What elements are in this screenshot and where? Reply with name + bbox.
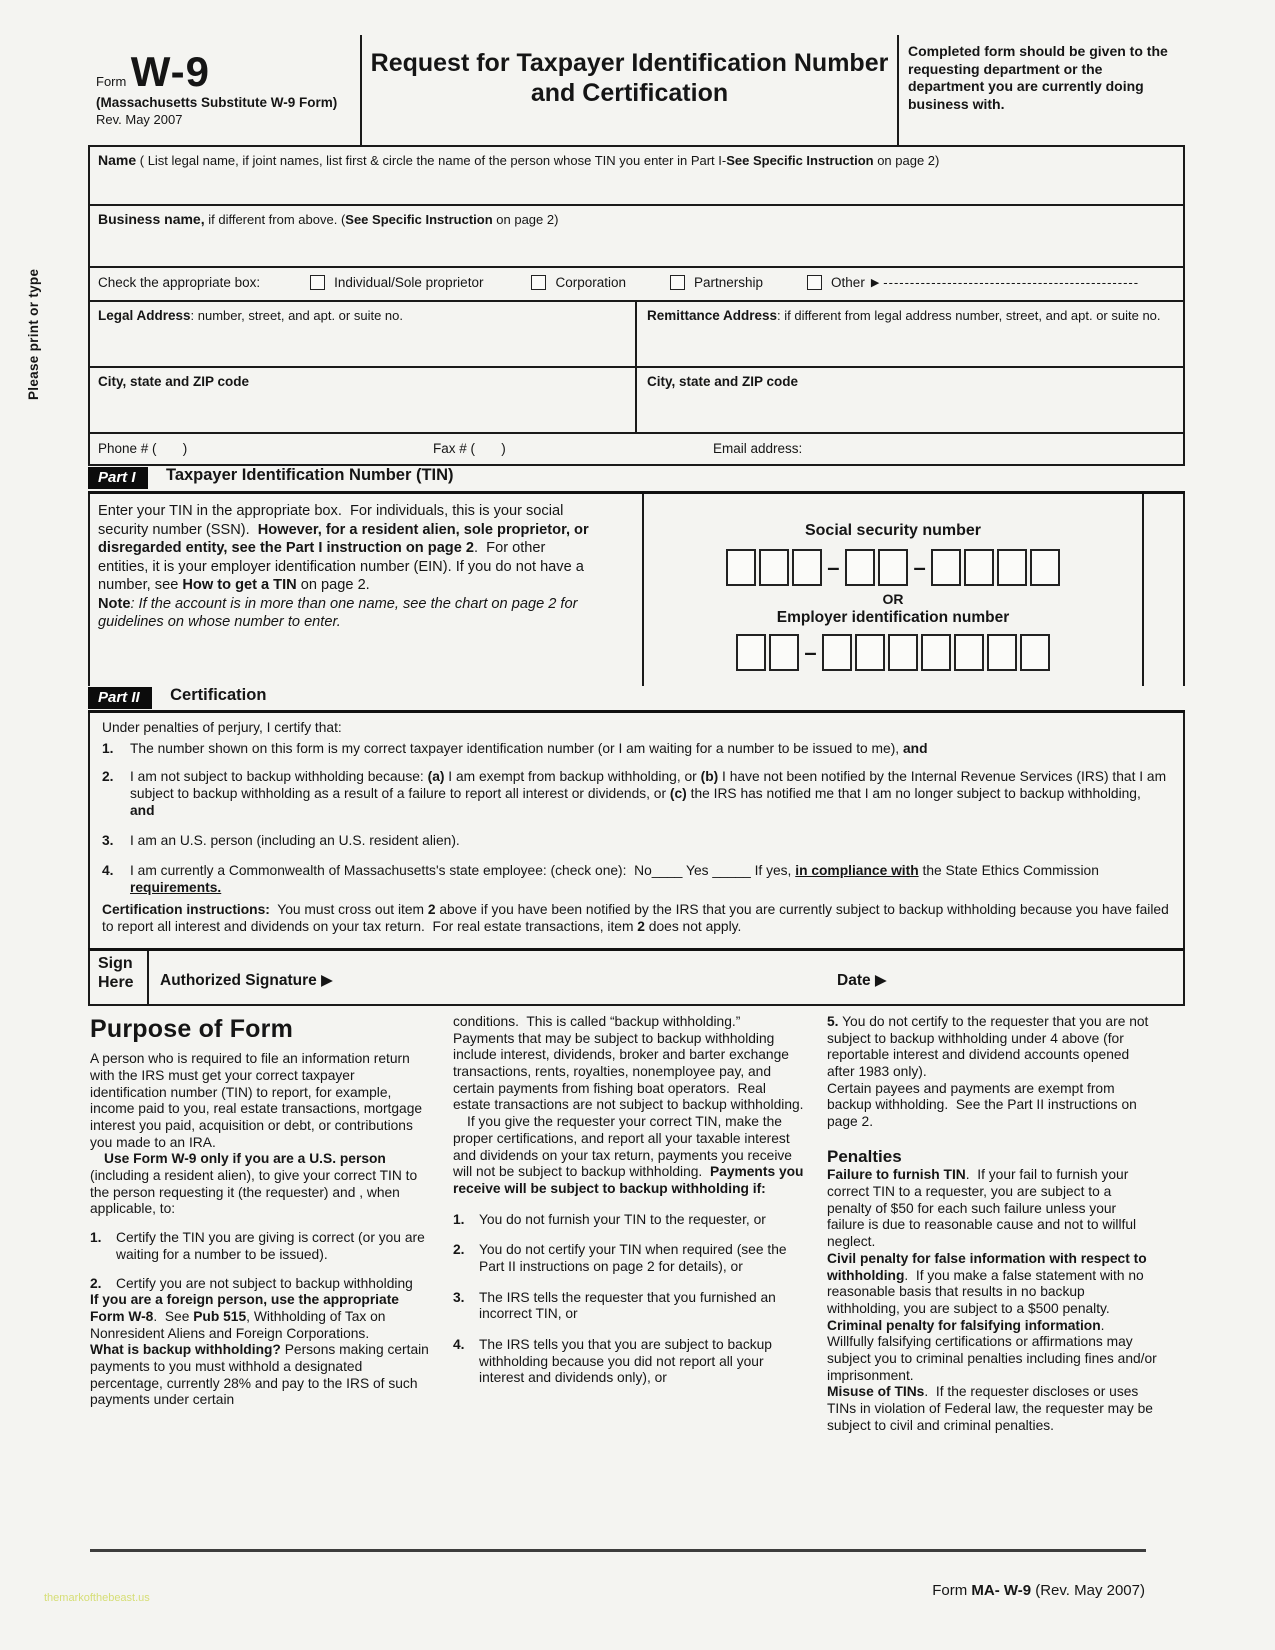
business-label-line: Business name, if different from above. (See Specific Instruction on page 2): [98, 211, 559, 227]
ssn-box[interactable]: [964, 549, 994, 586]
date-arrow-icon: ▶: [874, 972, 887, 989]
header-note: Completed form should be given to the requesting department or the department you are currently doing business with.: [908, 43, 1168, 112]
ein-dash: –: [804, 640, 817, 665]
form-id-block: [96, 48, 356, 127]
other-specify-line[interactable]: ------------------------------------------------: [883, 275, 1140, 290]
entity-type-row: [88, 268, 1185, 302]
certification-instructions: Certification instructions: You must cross out item 2 above if you have been notified by the IRS that you are currently subject to backup withholding because you have failed to report all interest and dividends on your tax return. For real estate transactions, item 2 does not apply.: [102, 901, 1173, 934]
checkbox-partnership[interactable]: [670, 275, 685, 290]
backup-li4: 4. The IRS tells you that you are subject to backup withholding because you did not report all your interest and dividends only), or: [453, 1337, 776, 1386]
ein-box[interactable]: [921, 634, 951, 671]
ssn-box[interactable]: [1030, 549, 1060, 586]
business-name-field[interactable]: [88, 206, 1185, 268]
city-divider: [635, 368, 637, 432]
checkbox-other[interactable]: [807, 275, 822, 290]
business-label: Business name,: [98, 211, 205, 227]
ssn-box[interactable]: [931, 549, 961, 586]
ssn-box[interactable]: [845, 549, 875, 586]
option-partnership: Partnership: [670, 275, 763, 290]
sign-divider: [147, 951, 149, 1004]
or-label: OR: [882, 591, 904, 607]
purpose-p4: What is backup withholding? Persons making certain payments to you must withhold a designated percentage, currently 28% and pay to the IRS of such payments under certain: [90, 1342, 433, 1408]
footer-form-id: Form MA- W-9 (Rev. May 2007): [932, 1582, 1145, 1599]
backup-item5: 5. You do not certify to the requester that you are not subject to backup withholding under 4 above (for reportable interest and dividend accounts opened after 1983 only).: [827, 1014, 1153, 1080]
ssn-box[interactable]: [878, 549, 908, 586]
part1-tag: Part I: [88, 467, 148, 489]
sign-here-label: Sign Here: [98, 955, 134, 992]
ssn-title: Social security number: [804, 522, 982, 539]
ein-box[interactable]: [888, 634, 918, 671]
part1-header: [88, 466, 1185, 494]
purpose-li1: 1. Certify the TIN you are giving is correct (or you are waiting for a number to be issued).: [90, 1230, 429, 1262]
part2-tag: Part II: [88, 687, 152, 709]
form-title: Request for Taxpayer Identification Number and Certification: [370, 49, 889, 107]
backup-column: [453, 1014, 808, 1387]
backup-p1: conditions. This is called “backup withholding.” Payments that may be subject to backup withholding include interest, dividends, broker and barter exchange transactions, rents, royalties, nonemployee pay, and certain payments from fishing boat operators. Real estate transactions are not subject to backup withholding.: [453, 1014, 804, 1113]
ein-box[interactable]: [736, 634, 766, 671]
print-or-type-label: Please print or type: [26, 268, 41, 400]
ein-box[interactable]: [987, 634, 1017, 671]
penalty-criminal: Criminal penalty for falsifying information. Willfully falsifying certifications or affirmations may subject you to criminal penalties including fines and/or imprisonment.: [827, 1317, 1161, 1383]
part2-body: [88, 713, 1185, 948]
part1-title: Taxpayer Identification Number (TIN): [165, 466, 454, 484]
certification-intro: Under penalties of perjury, I certify that:: [102, 720, 342, 735]
remittance-city-field[interactable]: City, state and ZIP code: [647, 374, 799, 389]
remittance-address-field[interactable]: Remittance Address: if different from legal address number, street, and apt. or suite no.: [647, 308, 1161, 323]
cert-item-2: 2. I am not subject to backup withholding because: (a) I am exempt from backup withholding, or (b) I have not been notified by the Internal Revenue Services (IRS) that I am subject to backup withholding as a result of a failure to report all interest or dividends, or (c) the IRS has notified me that I am no longer subject to backup withholding, and: [102, 769, 1170, 819]
legal-address-field[interactable]: Legal Address: number, street, and apt. or suite no.: [98, 308, 403, 323]
ein-box[interactable]: [769, 634, 799, 671]
form-revision: Rev. May 2007: [96, 112, 183, 127]
part1-body: [88, 494, 1185, 686]
form-subtitle: (Massachusetts Substitute W-9 Form): [96, 95, 338, 110]
backup-li2: 2. You do not certify your TIN when required (see the Part II instructions on page 2 for details), or: [453, 1242, 791, 1274]
fax-field[interactable]: Fax # ( ): [433, 441, 506, 456]
watermark: themarkofthebeast.us: [44, 1592, 150, 1604]
ein-box[interactable]: [1020, 634, 1050, 671]
penalty-failure: Failure to furnish TIN. If your fail to furnish your correct TIN to a requester, you are subject to a penalty of $50 for each such failure unless your failure is due to reasonable cause and not to willful neglect.: [827, 1167, 1140, 1250]
ein-box[interactable]: [822, 634, 852, 671]
sign-here-row: [88, 948, 1185, 1006]
backup-p2: If you give the requester your correct TIN, make the proper certifications, and report all your taxable interest and dividends on your tax return, payments you receive will not be subject to backup withholding. Payments you receive will be subject to backup withholding if:: [453, 1114, 808, 1196]
form-header: [88, 35, 1185, 147]
part2-title: Certification: [170, 686, 267, 704]
address-divider: [635, 302, 637, 366]
footer-rule: [90, 1549, 1146, 1552]
email-field[interactable]: Email address:: [713, 441, 803, 456]
ein-box[interactable]: [855, 634, 885, 671]
form-word: Form: [96, 74, 127, 89]
city-row: [88, 368, 1185, 434]
tin-right-divider: [1142, 494, 1144, 686]
ssn-box[interactable]: [792, 549, 822, 586]
option-corporation: Corporation: [531, 275, 626, 290]
other-arrow-icon: ▶: [870, 277, 880, 289]
cert-item-3: 3. I am an U.S. person (including an U.S. resident alien).: [102, 833, 460, 849]
ssn-box[interactable]: [726, 549, 756, 586]
tin-entry-area: [644, 494, 1142, 686]
ssn-box[interactable]: [997, 549, 1027, 586]
name-field[interactable]: [88, 147, 1185, 206]
purpose-p3: If you are a foreign person, use the appropriate Form W-8. See Pub 515, Withholding of Tax on Nonresident Aliens and Foreign Corporations.: [90, 1292, 403, 1341]
part1-instructions: Enter your TIN in the appropriate box. For individuals, this is your social security number (SSN). However, for a resident alien, sole proprietor, or disregarded entity, see the Part I instruction on page 2. For other entities, it is your employer identification number (EIN). If you do not have a number, see How to get a TIN on page 2. Note: If the account is in more than one name, see the chart on page 2 for guidelines on whose number to enter.: [98, 503, 593, 631]
purpose-li2: 2. Certify you are not subject to backup withholding: [90, 1275, 413, 1291]
penalty-misuse: Misuse of TINs. If the requester discloses or uses TINs in violation of Federal law, the requester may be subject to civil and criminal penalties.: [827, 1384, 1157, 1433]
phone-field[interactable]: Phone # ( ): [98, 441, 188, 456]
date-field[interactable]: Date ▶: [837, 972, 887, 989]
address-row: [88, 302, 1185, 368]
header-divider-right: [897, 35, 899, 145]
ssn-dash: –: [913, 555, 926, 580]
purpose-heading: Purpose of Form: [90, 1015, 294, 1043]
checkbox-individual[interactable]: [310, 275, 325, 290]
backup-li3: 3. The IRS tells the requester that you furnished an incorrect TIN, or: [453, 1289, 780, 1322]
cert-item-1: 1. The number shown on this form is my correct taxpayer identification number (or I am waiting for a number to be issued to me), and: [102, 741, 928, 757]
form-number: W-9: [130, 48, 210, 95]
cert-item-4[interactable]: 4. I am currently a Commonwealth of Massachusetts's state employee: (check one): No____ Yes _____ If yes, in compliance with the State Ethics Commission requirements.: [102, 862, 1103, 895]
ein-box[interactable]: [954, 634, 984, 671]
name-label-line: Name ( List legal name, if joint names, list first & circle the name of the person whose TIN you enter in Part I-See Specific Instruction on page 2): [98, 152, 940, 168]
ein-title: Employer identification number: [776, 609, 1010, 626]
ein-boxes: [644, 634, 1142, 671]
checkbox-corporation[interactable]: [531, 275, 546, 290]
signature-field[interactable]: Authorized Signature ▶: [160, 972, 333, 989]
part2-header: [88, 686, 1185, 713]
ssn-boxes: [644, 549, 1142, 586]
name-label: Name: [98, 152, 137, 168]
option-individual: Individual/Sole proprietor: [310, 275, 483, 290]
option-other: Other ▶: [807, 275, 879, 290]
signature-arrow-icon: ▶: [321, 972, 333, 989]
penalty-civil: Civil penalty for false information with respect to withholding. If you make a false statement with no reasonable basis that results in no backup withholding, you are subject to a $500 penalty.: [827, 1250, 1151, 1316]
contact-row: [88, 434, 1185, 466]
backup-li1: 1. You do not furnish your TIN to the requester, or: [453, 1211, 766, 1227]
purpose-column: [90, 1014, 433, 1409]
penalties-heading: Penalties: [827, 1146, 902, 1166]
legal-city-field[interactable]: City, state and ZIP code: [98, 374, 250, 389]
purpose-p1: A person who is required to file an information return with the IRS must get your correct taxpayer identification number (TIN) to report, for example, income paid to you, real estate transactions, mortgage interest you paid, acquisition or debt, or contributions you made to an IRA.: [90, 1051, 426, 1150]
penalties-column: [827, 1014, 1161, 1434]
ssn-box[interactable]: [759, 549, 789, 586]
purpose-p2: Use Form W-9 only if you are a U.S. person (including a resident alien), to give your correct TIN to the person requesting it (the requester) and , when applicable, to:: [90, 1151, 422, 1217]
ssn-dash: –: [827, 555, 840, 580]
exempt-note: Certain payees and payments are exempt from backup withholding. See the Part II instructions on page 2.: [827, 1080, 1141, 1130]
check-row-label: Check the appropriate box:: [98, 275, 261, 290]
